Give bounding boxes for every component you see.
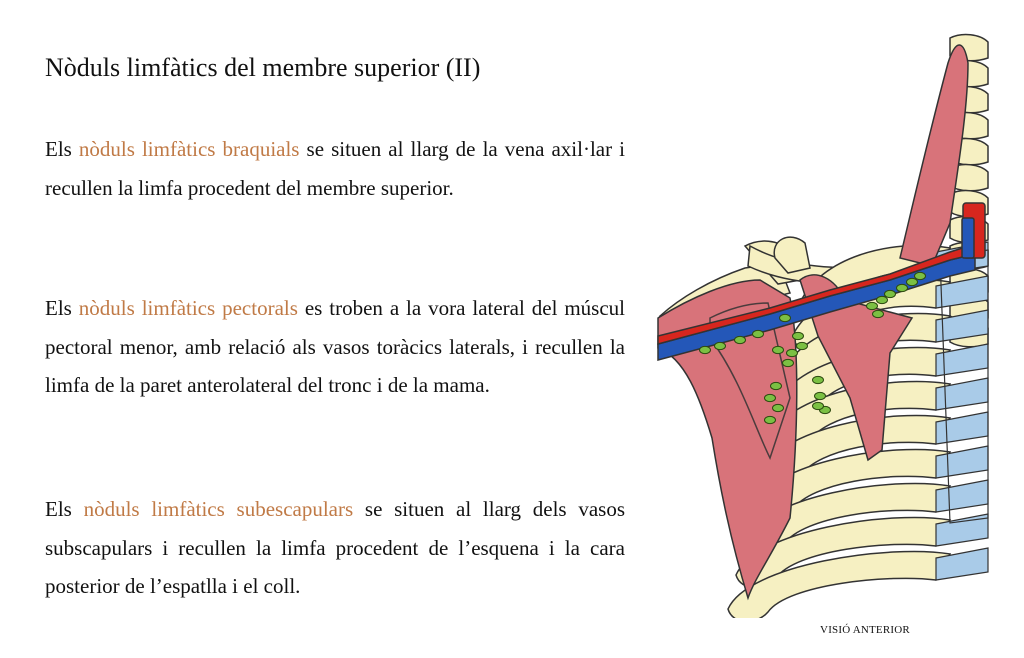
costal-cartilages [936, 242, 988, 580]
lymph-node [873, 310, 884, 317]
lymph-node [885, 290, 896, 297]
lymph-node [915, 272, 926, 279]
anatomy-illustration [650, 18, 995, 618]
lymph-node [765, 416, 776, 423]
figure-caption: VISIÓ ANTERIOR [820, 624, 910, 636]
lymph-node [787, 349, 798, 356]
lymph-node [877, 296, 888, 303]
lymph-node [773, 346, 784, 353]
lymph-node [753, 330, 764, 337]
lymph-node [797, 342, 808, 349]
paragraph-brachial-nodes: Els nòduls limfàtics braquials se situen al llarg de la vena axil·lar i recullen la limfa procedent del membre superior. [45, 137, 625, 200]
lymph-node [813, 376, 824, 383]
lymph-node [735, 336, 746, 343]
term-pectoral-nodes: nòduls limfàtics pectorals [78, 296, 298, 320]
lymph-node [815, 392, 826, 399]
lymph-node [780, 314, 791, 321]
lymph-node [783, 359, 794, 366]
lymph-node [897, 284, 908, 291]
paragraph-subscapular-nodes: Els nòduls limfàtics subescapulars se situen al llarg dels vasos subscapulars i recullen la limfa procedent de l’esquena i la cara posterior de l’espatlla i el coll. [45, 497, 625, 598]
lymph-node [771, 382, 782, 389]
lymph-node [765, 394, 776, 401]
term-subscapular-nodes: nòduls limfàtics subescapulars [83, 497, 354, 521]
lymph-node [715, 342, 726, 349]
page-title: Nòduls limfàtics del membre superior (II) [45, 53, 481, 82]
paragraph-pectoral-nodes: Els nòduls limfàtics pectorals es troben a la vora lateral del múscul pectoral menor, amb relació als vasos toràcics laterals, i recullen la limfa de la paret anterolateral del tronc i de la mama. [45, 296, 625, 397]
lymph-node [813, 402, 824, 409]
lymph-node [700, 346, 711, 353]
lymph-node [867, 302, 878, 309]
lymph-node [773, 404, 784, 411]
lymph-node [907, 278, 918, 285]
term-brachial-nodes: nòduls limfàtics braquials [78, 137, 300, 161]
lymph-node [793, 332, 804, 339]
